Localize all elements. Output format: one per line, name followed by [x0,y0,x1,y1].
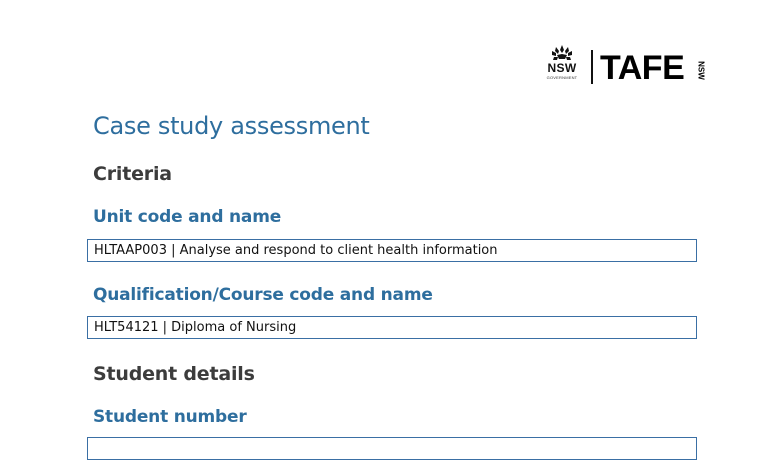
student-number-label: Student number [93,407,247,427]
student-number-field[interactable] [87,437,697,460]
tafe-nsw-vertical-text: NSW [696,61,706,80]
unit-code-field[interactable]: HLTAAP003 | Analyse and respond to client health information [87,239,697,262]
government-wordmark: GOVERNMENT [546,75,578,80]
nsw-wordmark: NSW [547,61,577,75]
student-details-heading: Student details [93,363,255,385]
qualification-label: Qualification/Course code and name [93,285,433,305]
criteria-heading: Criteria [93,163,172,185]
page-title: Case study assessment [93,112,370,140]
nsw-government-logo [543,44,581,88]
waratah-icon [543,44,581,62]
logo-divider [591,50,593,84]
tafe-wordmark: TAFE [600,49,685,87]
tafe-nsw-logo [543,44,713,88]
qualification-field[interactable]: HLT54121 | Diploma of Nursing [87,316,697,339]
unit-code-label: Unit code and name [93,207,282,227]
